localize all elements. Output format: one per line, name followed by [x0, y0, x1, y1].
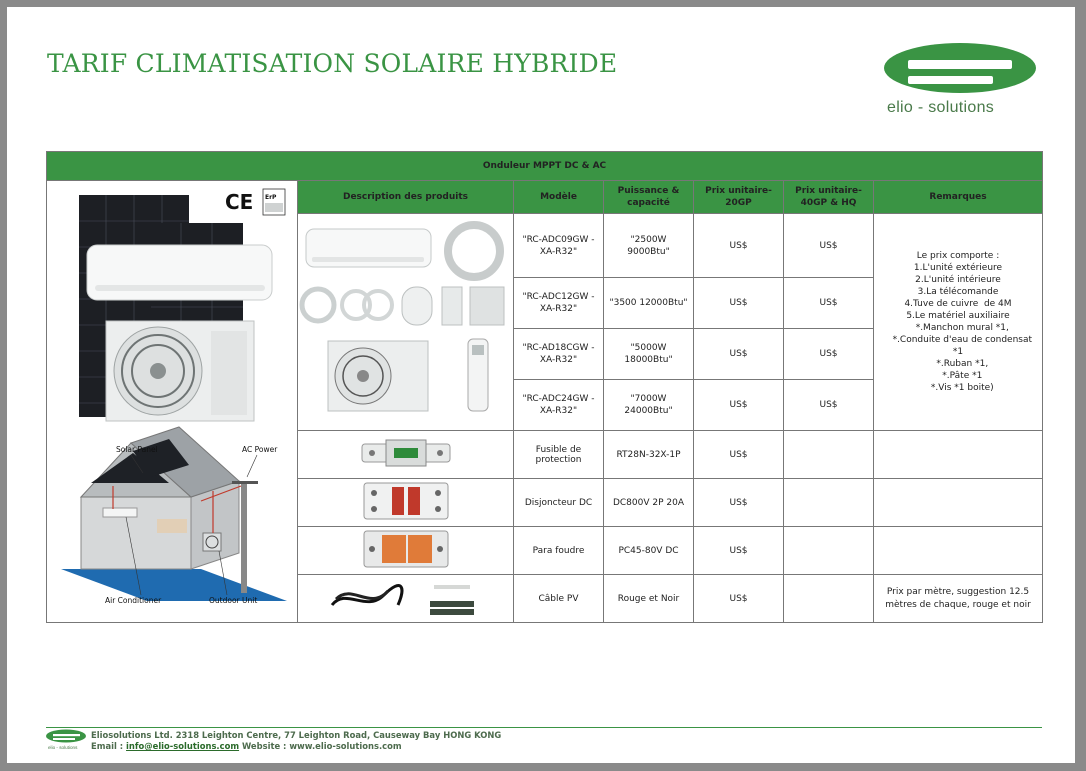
price-20gp-cell: US$ — [694, 214, 784, 278]
power-cell: Rouge et Noir — [604, 575, 694, 623]
breaker-image — [298, 479, 514, 527]
fuse-icon — [360, 438, 452, 468]
price-40gp-cell: US$ — [784, 329, 874, 380]
outdoor-unit-icon — [106, 321, 254, 421]
remark-line: *.Ruban *1, — [927, 359, 989, 369]
solar-panel-label: Solar Panel — [116, 445, 158, 454]
price-40gp-cell: US$ — [784, 214, 874, 278]
ce-mark: CE — [225, 190, 254, 214]
remark-line: 1.L'unité extérieure — [913, 263, 1003, 273]
model-cell: Câble PV — [514, 575, 604, 623]
model-cell: "RC-ADC09GW -XA-R32" — [514, 214, 604, 278]
power-cell: "2500W 9000Btu" — [604, 214, 694, 278]
surge-protector-icon — [360, 529, 452, 569]
ac-power-label: AC Power — [242, 445, 278, 454]
remark-line: 2.L'unité intérieure — [915, 275, 1001, 285]
price-20gp-cell: US$ — [694, 278, 784, 329]
model-cell: Fusible de protection — [514, 431, 604, 479]
model-cell: "RC-AD18CGW -XA-R32" — [514, 329, 604, 380]
ac-kit-image — [298, 214, 514, 431]
section-title: Onduleur MPPT DC & AC — [47, 152, 1043, 181]
footer-line-2 — [91, 741, 501, 752]
footer-line-1: Eliosolutions Ltd. 2318 Leighton Centre, 77 Leighton Road, Causeway Bay HONG KONG — [91, 730, 502, 740]
col-header-price-40gp: Prix unitaire- 40GP & HQ — [784, 181, 874, 214]
product-illustration — [47, 181, 298, 623]
indoor-unit-icon — [87, 245, 272, 300]
footer-divider — [46, 727, 1042, 728]
erp-mark: ErP — [265, 194, 277, 201]
price-20gp-cell: US$ — [694, 575, 784, 623]
pv-remark-cell: Prix par mètre, suggestion 12.5 mètres de chaque, rouge et noir — [874, 575, 1043, 623]
remark-line: *.Manchon mural *1, — [907, 323, 1009, 333]
air-conditioner-label: Air Conditioner — [105, 596, 162, 605]
remark-line: Le prix comporte : — [916, 251, 1000, 261]
pv-cable-image — [298, 575, 514, 623]
page — [7, 7, 1075, 763]
power-cell: "5000W 18000Btu" — [604, 329, 694, 380]
email-link[interactable]: info@elio-solutions.com — [126, 741, 240, 751]
price-table — [46, 151, 1043, 623]
email-label: Email : — [91, 741, 127, 751]
website-link[interactable]: www.elio-solutions.com — [289, 741, 402, 751]
col-header-remarks: Remarques — [874, 181, 1043, 214]
price-20gp-cell: US$ — [694, 431, 784, 479]
model-cell: "RC-ADC12GW -XA-R32" — [514, 278, 604, 329]
power-cell: DC800V 2P 20A — [604, 479, 694, 527]
website-label: Website : — [239, 741, 290, 751]
price-20gp-cell: US$ — [694, 329, 784, 380]
power-cell: RT28N-32X-1P — [604, 431, 694, 479]
footer-address — [91, 730, 501, 752]
remark-line: 4.Tuve de cuivre de 4M — [904, 299, 1012, 309]
remarks-cell — [874, 214, 1043, 431]
price-20gp-cell: US$ — [694, 380, 784, 431]
power-cell: "3500 12000Btu" — [604, 278, 694, 329]
model-cell: Para foudre — [514, 527, 604, 575]
surge-protector-image — [298, 527, 514, 575]
remark-line: *.Pâte *1 — [933, 371, 983, 381]
remark-line: 5.Le matériel auxiliaire — [906, 311, 1010, 321]
price-20gp-cell: US$ — [694, 527, 784, 575]
model-cell: Disjoncteur DC — [514, 479, 604, 527]
price-40gp-cell: US$ — [784, 278, 874, 329]
power-cell: "7000W 24000Btu" — [604, 380, 694, 431]
model-cell: "RC-ADC24GW -XA-R32" — [514, 380, 604, 431]
remark-line: 3.La télécomande — [917, 287, 999, 297]
price-20gp-cell: US$ — [694, 479, 784, 527]
power-cell: PC45-80V DC — [604, 527, 694, 575]
product-diagram — [51, 181, 302, 619]
col-header-description: Description des produits — [298, 181, 514, 214]
remark-line: *.Conduite d'eau de condensat — [883, 335, 1033, 345]
fuse-image — [298, 431, 514, 479]
footer-logo-icon — [45, 729, 87, 751]
col-header-price-20gp: Prix unitaire- 20GP — [694, 181, 784, 214]
col-header-model: Modèle — [514, 181, 604, 214]
col-header-power: Puissance & capacité — [604, 181, 694, 214]
page-title: TARIF CLIMATISATION SOLAIRE HYBRIDE — [47, 49, 618, 78]
logo-text: elio - solutions — [887, 99, 995, 116]
ac-kit-icon — [298, 221, 514, 421]
breaker-icon — [360, 481, 452, 521]
pv-cable-icon — [326, 577, 486, 617]
footer-logo-text: elio - solutions — [48, 745, 78, 750]
remark-line: *.Vis *1 boite) — [922, 383, 994, 393]
outdoor-unit-label: Outdoor Unit — [209, 596, 258, 605]
remark-line: *1 — [952, 347, 964, 357]
price-40gp-cell: US$ — [784, 380, 874, 431]
